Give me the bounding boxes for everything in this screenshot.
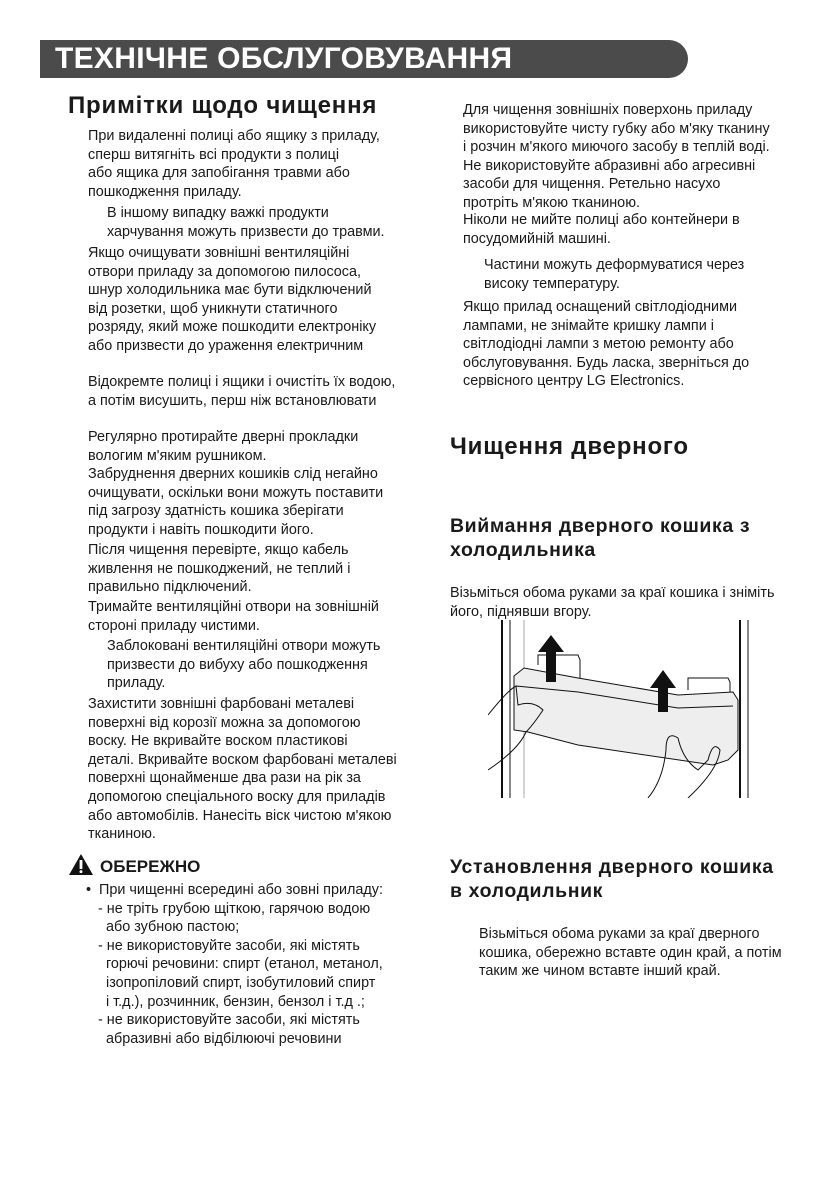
heading-line: в холодильник <box>450 880 604 902</box>
left-paragraph <box>88 428 358 465</box>
text-line: Регулярно протирайте дверні прокладки <box>88 429 359 445</box>
text-line: сервісного центру LG Electronics. <box>463 373 685 390</box>
left-paragraph <box>88 244 376 356</box>
text-line: і розчин м'якого миючого засобу в теплій воді. <box>463 139 770 156</box>
caution-item: ізопропіловий спирт, ізобутиловий спирт <box>86 974 376 991</box>
text-line: В іншому випадку важкі продукти <box>107 205 329 221</box>
text-line: шнур холодильника має бути відключений <box>88 282 372 299</box>
caution-item: горючі речовини: спирт (етанол, метанол, <box>86 956 383 973</box>
text-line: посудомийній машині. <box>463 230 611 247</box>
caution-item: - не використовуйте засоби, які містять <box>86 1012 360 1029</box>
right-paragraph <box>463 101 770 213</box>
caution-item: абразивні або відбілюючі речовини <box>86 1030 342 1047</box>
text-line: Візьміться обома руками за краї кошика і зніміть <box>450 585 775 601</box>
text-line: розряду, який може пошкодити електроніку <box>88 319 377 336</box>
caution-heading <box>68 853 200 879</box>
text-line: приладу. <box>107 675 166 692</box>
text-line: продукти і навіть пошкодити його. <box>88 521 314 538</box>
text-line: Візьміться обома руками за краї дверного <box>479 926 760 942</box>
left-paragraph <box>107 204 385 241</box>
heading-cleaning-notes: Примітки щодо чищення <box>68 92 378 119</box>
section-header-bar <box>40 40 688 78</box>
text-line: сперш витягніть всі продукти з полиці <box>88 146 340 163</box>
text-line: вологим м'яким рушником. <box>88 447 267 464</box>
text-line: поверхні щонайменше два рази на рік за <box>88 770 361 787</box>
right-paragraph <box>484 256 744 293</box>
text-line: світлодіодні лампи з метою ремонту або <box>463 336 734 353</box>
text-line: Не використовуйте абразивні або агресивні <box>463 157 756 174</box>
right-paragraph <box>463 211 740 248</box>
text-line: або ящика для запобігання травми або <box>88 165 350 182</box>
caution-label: ОБЕРЕЖНО <box>100 857 201 876</box>
left-paragraph <box>88 465 383 539</box>
text-line: харчування можуть призвести до травми. <box>107 223 385 240</box>
text-line: Забруднення дверних кошиків слід негайно <box>88 466 378 482</box>
text-line: а потім висушить, перш ніж встановлювати <box>88 392 377 409</box>
text-line: Тримайте вентиляційні отвори на зовнішній <box>88 599 379 615</box>
caution-item: - не тріть грубою щіткою, гарячою водою <box>86 900 371 917</box>
text-line: Відокремте полиці і ящики і очистіть їх водою, <box>88 374 396 390</box>
left-paragraph <box>107 637 380 693</box>
right-paragraph <box>463 298 749 391</box>
text-line: Ніколи не мийте полиці або контейнери в <box>463 212 740 228</box>
removal-instructions <box>450 584 774 621</box>
text-line: таким же чином вставте інший край. <box>479 963 721 980</box>
text-line: під загрозу здатність кошика зберігати <box>88 503 344 520</box>
text-line: або призвести до ураження електричним <box>88 337 364 354</box>
section-title: ТЕХНІЧНЕ ОБСЛУГОВУВАННЯ <box>55 42 513 75</box>
left-paragraph <box>88 598 379 635</box>
heading-basket-removal <box>450 514 750 562</box>
heading-line: холодильника <box>450 539 596 561</box>
text-line: обслуговування. Будь ласка, зверніться до <box>463 354 750 371</box>
text-line: Заблоковані вентиляційні отвори можуть <box>107 638 381 654</box>
text-line: використовуйте чисту губку або м'яку тканину <box>463 120 770 137</box>
text-line: Захистити зовнішні фарбовані металеві <box>88 696 355 712</box>
text-line: живлення не пошкоджений, не теплий і <box>88 560 351 577</box>
text-line: Після чищення перевірте, якщо кабель <box>88 542 349 558</box>
caution-item: і т.д.), розчинник, бензин, бензол і т.д .; <box>86 993 365 1010</box>
text-line: кошика, обережно вставте один край, а потім <box>479 944 782 961</box>
basket-removal-illustration <box>488 620 754 798</box>
text-line: поверхні від корозії можна за допомогою <box>88 714 361 731</box>
text-line: Якщо очищувати зовнішні вентиляційні <box>88 245 350 261</box>
text-line: протріть м'якою тканиною. <box>463 194 640 211</box>
warning-icon <box>68 853 94 876</box>
heading-basket-install <box>450 855 774 903</box>
text-line: тканиною. <box>88 826 156 843</box>
text-line: воску. Не вкривайте воском пластикові <box>88 733 348 750</box>
caution-list <box>86 881 383 1048</box>
text-line: від розетки, щоб уникнути статичного <box>88 300 338 317</box>
text-line: його, піднявши вгору. <box>450 603 592 620</box>
text-line: або автомобілів. Нанесіть віск чистою м'якою <box>88 807 392 824</box>
left-paragraph <box>88 127 380 201</box>
heading-line: Установлення дверного кошика <box>450 856 774 878</box>
heading-line: Виймання дверного кошика з <box>450 515 751 537</box>
heading-door-cleaning: Чищення дверного <box>450 433 689 460</box>
text-line: При видаленні полиці або ящику з приладу, <box>88 128 380 144</box>
text-line: засоби для чищення. Ретельно насухо <box>463 176 721 193</box>
text-line: очищувати, оскільки вони можуть поставити <box>88 484 384 501</box>
text-line: допомогою спеціального воску для приладів <box>88 788 386 805</box>
text-line: стороні приладу чистими. <box>88 617 260 634</box>
text-line: Частини можуть деформуватися через <box>484 257 745 273</box>
left-paragraph <box>88 541 350 597</box>
text-line: лампами, не знімайте кришку лампи і <box>463 317 714 334</box>
left-paragraph <box>88 373 395 410</box>
caution-item: - не використовуйте засоби, які містять <box>86 937 360 954</box>
text-line: Якщо прилад оснащений світлодіодними <box>463 299 738 315</box>
caution-item: або зубною пастою; <box>86 919 240 936</box>
text-line: Для чищення зовнішніх поверхонь приладу <box>463 102 753 118</box>
text-line: високу температуру. <box>484 275 620 292</box>
text-line: призвести до вибуху або пошкодження <box>107 656 368 673</box>
text-line: отвори приладу за допомогою пилососа, <box>88 263 362 280</box>
text-line: правильно підключений. <box>88 579 252 596</box>
caution-item: • При чищенні всередині або зовні приладу: <box>86 882 383 898</box>
install-instructions <box>479 925 782 981</box>
text-line: деталі. Вкривайте воском фарбовані металеві <box>88 751 397 768</box>
text-line: пошкодження приладу. <box>88 183 242 200</box>
left-paragraph <box>88 695 397 844</box>
